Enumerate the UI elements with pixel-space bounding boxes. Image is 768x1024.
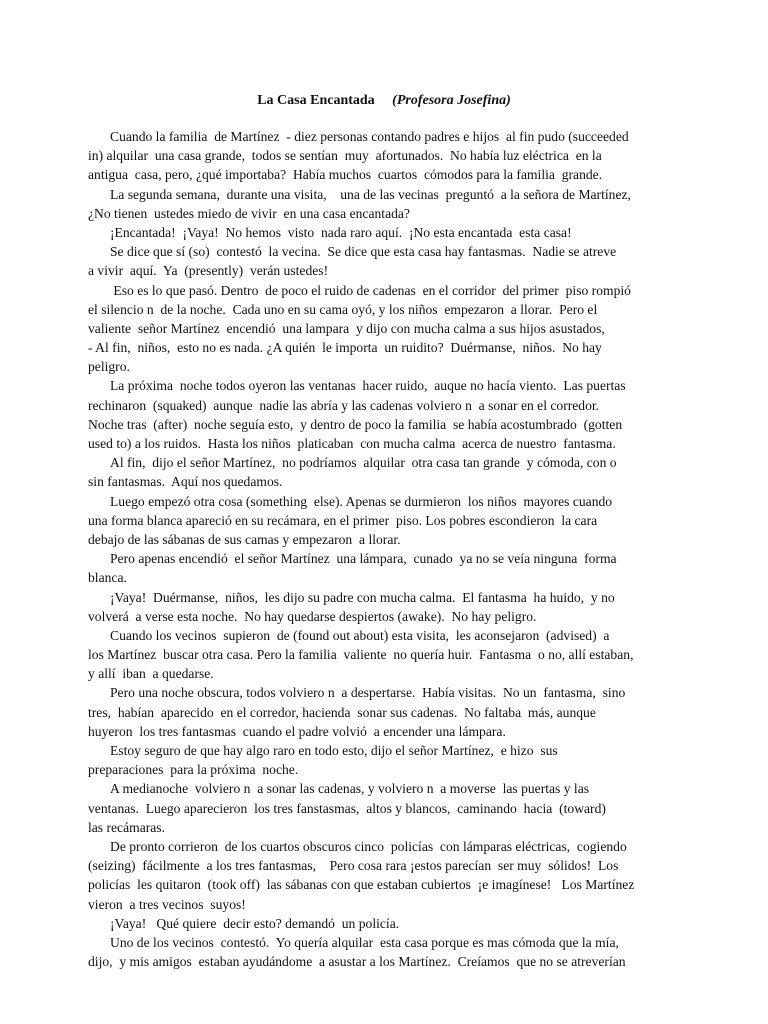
text-line: ¡Vaya! Duérmanse, niños, les dijo su padre con mucha calma. El fantasma ha huido, y no bbox=[110, 589, 615, 605]
text-line: antigua casa, pero, ¿qué importaba? Había muchos cuartos cómodos para la familia grande. bbox=[88, 167, 603, 183]
document-body bbox=[88, 127, 688, 971]
text-line: Se dice que sí (so) contestó la vecina. Se dice que esta casa hay fantasmas. Nadie se atreve bbox=[110, 244, 617, 260]
text-line: y allí iban a quedarse. bbox=[88, 666, 214, 682]
text-line: Cuando la familia de Martínez - diez personas contando padres e hijos al fin pudo (succeeded bbox=[110, 129, 629, 144]
text-line: tres, habían aparecido en el corredor, hacienda sonar sus cadenas. No faltaba más, aunque bbox=[88, 704, 596, 720]
text-line: Pero una noche obscura, todos volviero n a despertarse. Había visitas. No un fantasma, sino bbox=[110, 685, 626, 701]
text-line: rechinaron (squaked) aunque nadie las abría y las cadenas volviero n a sonar en el corredor. bbox=[88, 397, 600, 413]
text-line: La próxima noche todos oyeron las ventanas hacer ruido, auque no hacía viento. Las puertas bbox=[110, 378, 626, 394]
text-line: ¿No tienen ustedes miedo de vivir en una casa encantada? bbox=[88, 205, 410, 221]
text-line: volverá a verse esta noche. No hay quedarse despiertos (awake). No hay peligro. bbox=[88, 608, 537, 624]
text-line: Cuando los vecinos supieron de (found out about) esta visita, les aconsejaron (advised) a bbox=[110, 627, 610, 643]
text-line: una forma blanca apareció en su recámara, en el primer piso. Los pobres escondieron la cara bbox=[88, 512, 598, 528]
text-line: el silencio n de la noche. Cada uno en su cama oyó, y los niños empezaron a llorar. Pero el bbox=[88, 301, 598, 317]
text-line: peligro. bbox=[88, 359, 130, 375]
text-line: sin fantasmas. Aquí nos quedamos. bbox=[88, 474, 283, 490]
text-line: dijo, y mis amigos estaban ayudándome a asustar a los Martínez. Creíamos que no se atreverían bbox=[88, 954, 626, 970]
text-line: ventanas. Luego aparecieron los tres fanstasmas, altos y blancos, caminando hacia (toward) bbox=[88, 800, 606, 816]
text-line: A medianoche volviero n a sonar las cadenas, y volviero n a moverse las puertas y las bbox=[110, 781, 590, 797]
text-line: ¡Encantada! ¡Vaya! No hemos visto nada raro aquí. ¡No esta encantada esta casa! bbox=[110, 224, 572, 240]
document-title bbox=[0, 93, 768, 109]
text-line: policías les quitaron (took off) las sábanas con que estaban cubiertos ¡e imagínese! Los Martínez bbox=[88, 877, 635, 893]
text-line: los Martínez buscar otra casa. Pero la familia valiente no quería huir. Fantasma o no, allí estaban, bbox=[88, 647, 634, 663]
text-line: Pero apenas encendió el señor Martínez una lámpara, cunado ya no se veía ninguna forma bbox=[110, 551, 617, 567]
text-line: used to) a los ruidos. Hasta los niños platicaban con mucha calma acerca de nuestro fantasma. bbox=[88, 436, 616, 451]
text-line: a vivir aquí. Ya (presently) verán ustedes! bbox=[88, 263, 329, 279]
text-line: preparaciones para la próxima noche. bbox=[88, 762, 299, 778]
text-line: ¡Vaya! Qué quiere decir esto? demandó un policía. bbox=[110, 915, 400, 931]
text-line: blanca. bbox=[88, 570, 127, 586]
text-line: Luego empezó otra cosa (something else). Apenas se durmieron los niños mayores cuando bbox=[110, 493, 613, 509]
text-line: huyeron los tres fantasmas cuando el padre volvió a encender una lámpara. bbox=[88, 723, 506, 739]
text-line: - Al fin, niños, esto no es nada. ¿A quién le importa un ruidito? Duérmanse, niños. No hay bbox=[88, 340, 602, 356]
text-line: debajo de las sábanas de sus camas y empezaron a llorar. bbox=[88, 531, 401, 547]
text-line: Uno de los vecinos contestó. Yo quería alquilar esta casa porque es mas cómoda que la mía, bbox=[110, 934, 619, 950]
text-line: valiente señor Martínez encendió una lampara y dijo con mucha calma a sus hijos asustados, bbox=[88, 320, 605, 336]
title-text: La Casa Encantada bbox=[257, 93, 375, 108]
text-line: Eso es lo que pasó. Dentro de poco el ruido de cadenas en el corridor del primer piso rompió bbox=[110, 282, 631, 298]
text-line: las recámaras. bbox=[88, 819, 165, 835]
text-line: vieron a tres vecinos suyos! bbox=[88, 896, 246, 912]
text-line: in) alquilar una casa grande, todos se sentían muy afortunados. No había luz eléctrica en la bbox=[88, 148, 602, 164]
text-line: De pronto corrieron de los cuartos obscuros cinco policías con lámparas eléctricas, cogiendo bbox=[110, 838, 627, 854]
text-line: (seizing) fácilmente a los tres fantasmas, Pero cosa rara ¡estos parecían ser muy sólidos! Los bbox=[88, 858, 619, 874]
text-line: Noche tras (after) noche seguía esto, y dentro de poco la familia se había acostumbrado (gotten bbox=[88, 416, 623, 432]
text-line: La segunda semana, durante una visita, una de las vecinas preguntó a la señora de Martínez, bbox=[110, 186, 631, 202]
text-line: Al fin, dijo el señor Martínez, no podríamos alquilar otra casa tan grande y cómoda, con o bbox=[110, 455, 617, 471]
text-line: Estoy seguro de que hay algo raro en todo esto, dijo el señor Martínez, e hizo sus bbox=[110, 743, 558, 758]
author-text: (Profesora Josefina) bbox=[392, 93, 511, 108]
